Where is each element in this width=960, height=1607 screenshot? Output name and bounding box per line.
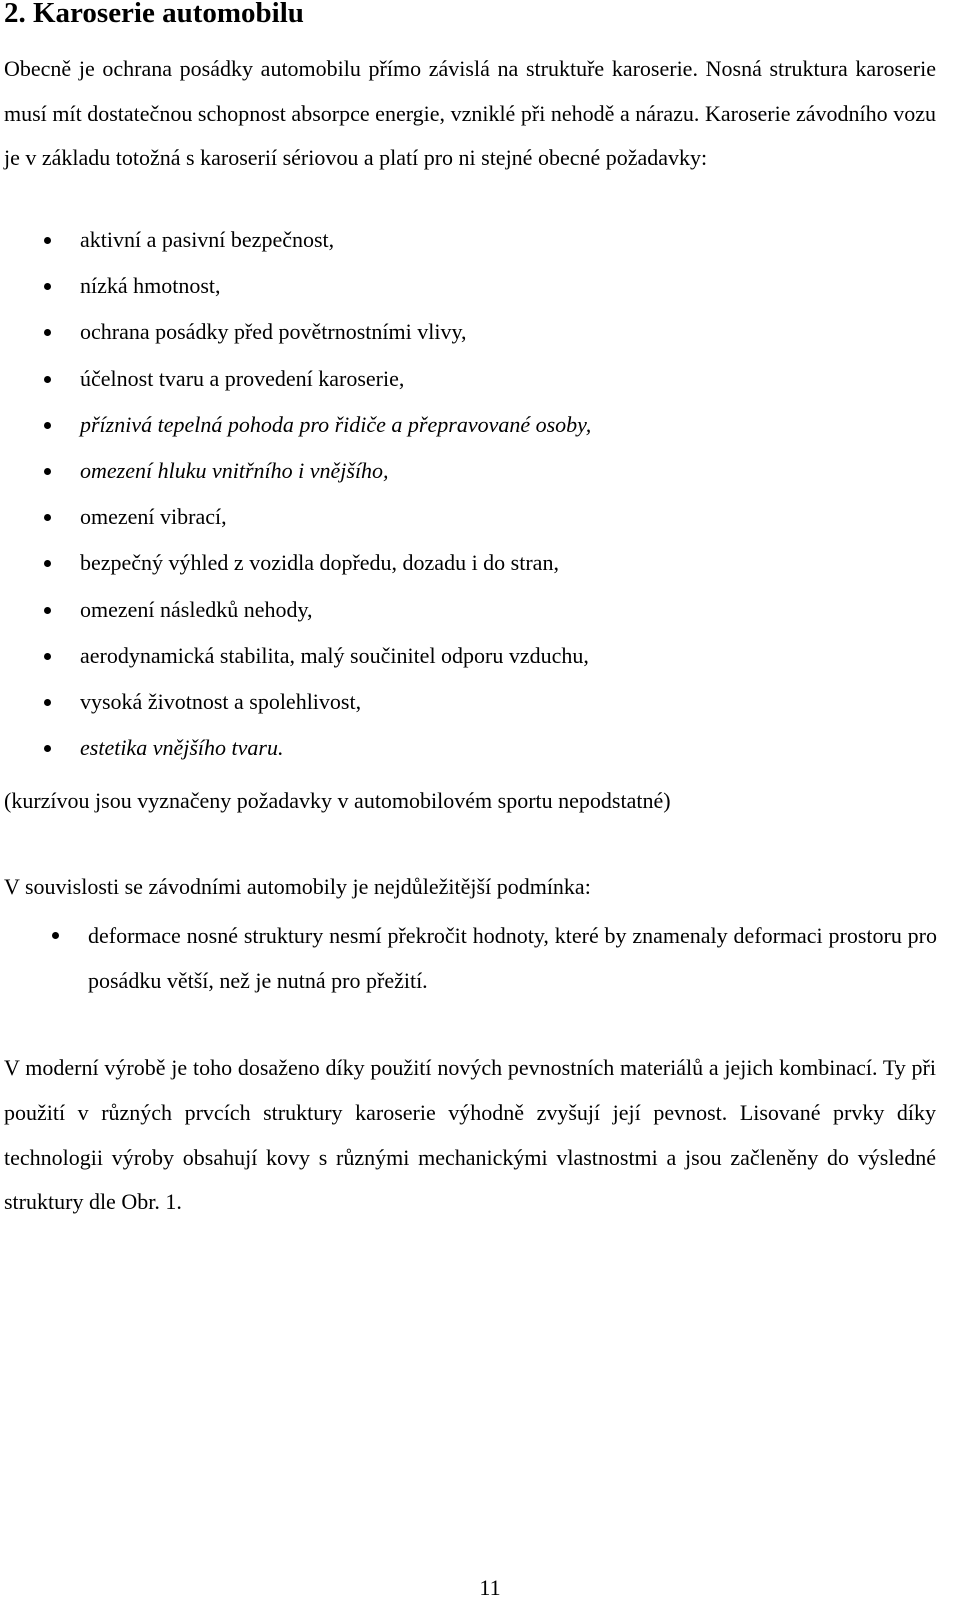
requirement-text: omezení hluku vnitřního i vnějšího, [80,457,389,483]
list-item [0,687,960,733]
closing-paragraph: V moderní výrobě je toho dosaženo díky použití nových pevnostních materiálů a jejich kombinací. Ty při použití v různých prvcích struktury karoserie výhodně zvyšují její pevnost. Lisované prvky díky technologii výroby obsahují kovy s různými mechanickými vlastnostmi a jsou začleněny do výsledné struktury dle Obr. 1. [4,1055,936,1215]
racing-intro: V souvislosti se závodními automobily je nejdůležitější podmínka: [4,874,591,899]
bullet-icon [44,745,51,752]
bullet-icon [44,653,51,660]
requirements-list [0,225,960,779]
bullet-icon [44,560,51,567]
page-number: 11 [479,1575,501,1600]
bullet-icon [44,329,51,336]
bullet-icon [44,422,51,429]
bullet-icon [44,607,51,614]
requirement-text: příznivá tepelná pohoda pro řidiče a přepravované osoby, [80,411,592,437]
requirement-text: bezpečný výhled z vozidla dopředu, dozadu i do stran, [80,550,559,576]
italic-note: (kurzívou jsou vyznačeny požadavky v automobilovém sportu nepodstatné) [4,788,671,813]
list-item [0,914,960,1003]
bullet-icon [44,376,51,383]
list-item [0,641,960,687]
list-item [0,317,960,363]
bullet-icon [52,932,59,939]
requirement-text: nízká hmotnost, [80,273,221,299]
bullet-icon [44,237,51,244]
intro-paragraph: Obecně je ochrana posádky automobilu přímo závislá na struktuře karoserie. Nosná struktura karoserie musí mít dostatečnou schopnost absorpce energie, vzniklé při nehodě a nárazu. Karoserie závodního vozu je v základu totožná s karoserií sériovou a platí pro ni stejné obecné požadavky: [4,56,936,170]
bullet-icon [44,514,51,521]
list-item [0,410,960,456]
bullet-icon [44,283,51,290]
list-item [0,271,960,317]
list-item [0,548,960,594]
bullet-icon [44,468,51,475]
requirement-text: účelnost tvaru a provedení karoserie, [80,365,405,391]
list-item [0,733,960,779]
list-item [0,225,960,271]
list-item [0,456,960,502]
list-item [0,502,960,548]
requirement-text: omezení následků nehody, [80,596,313,622]
racing-condition-list [0,914,960,1003]
list-item [0,595,960,641]
requirement-text: aerodynamická stabilita, malý součinitel odporu vzduchu, [80,642,589,668]
section-heading: 2. Karoserie automobilu [4,0,304,29]
requirement-text: estetika vnějšího tvaru. [80,735,284,761]
list-item [0,364,960,410]
requirement-text: aktivní a pasivní bezpečnost, [80,227,335,252]
racing-condition-text: deformace nosné struktury nesmí překročit hodnoty, které by znamenaly deformaci prostoru pro posádku větší, než je nutná pro přežití. [88,923,937,993]
requirement-text: vysoká životnost a spolehlivost, [80,688,362,714]
bullet-icon [44,699,51,706]
requirement-text: omezení vibrací, [80,504,227,530]
requirement-text: ochrana posádky před povětrnostními vlivy, [80,319,467,345]
